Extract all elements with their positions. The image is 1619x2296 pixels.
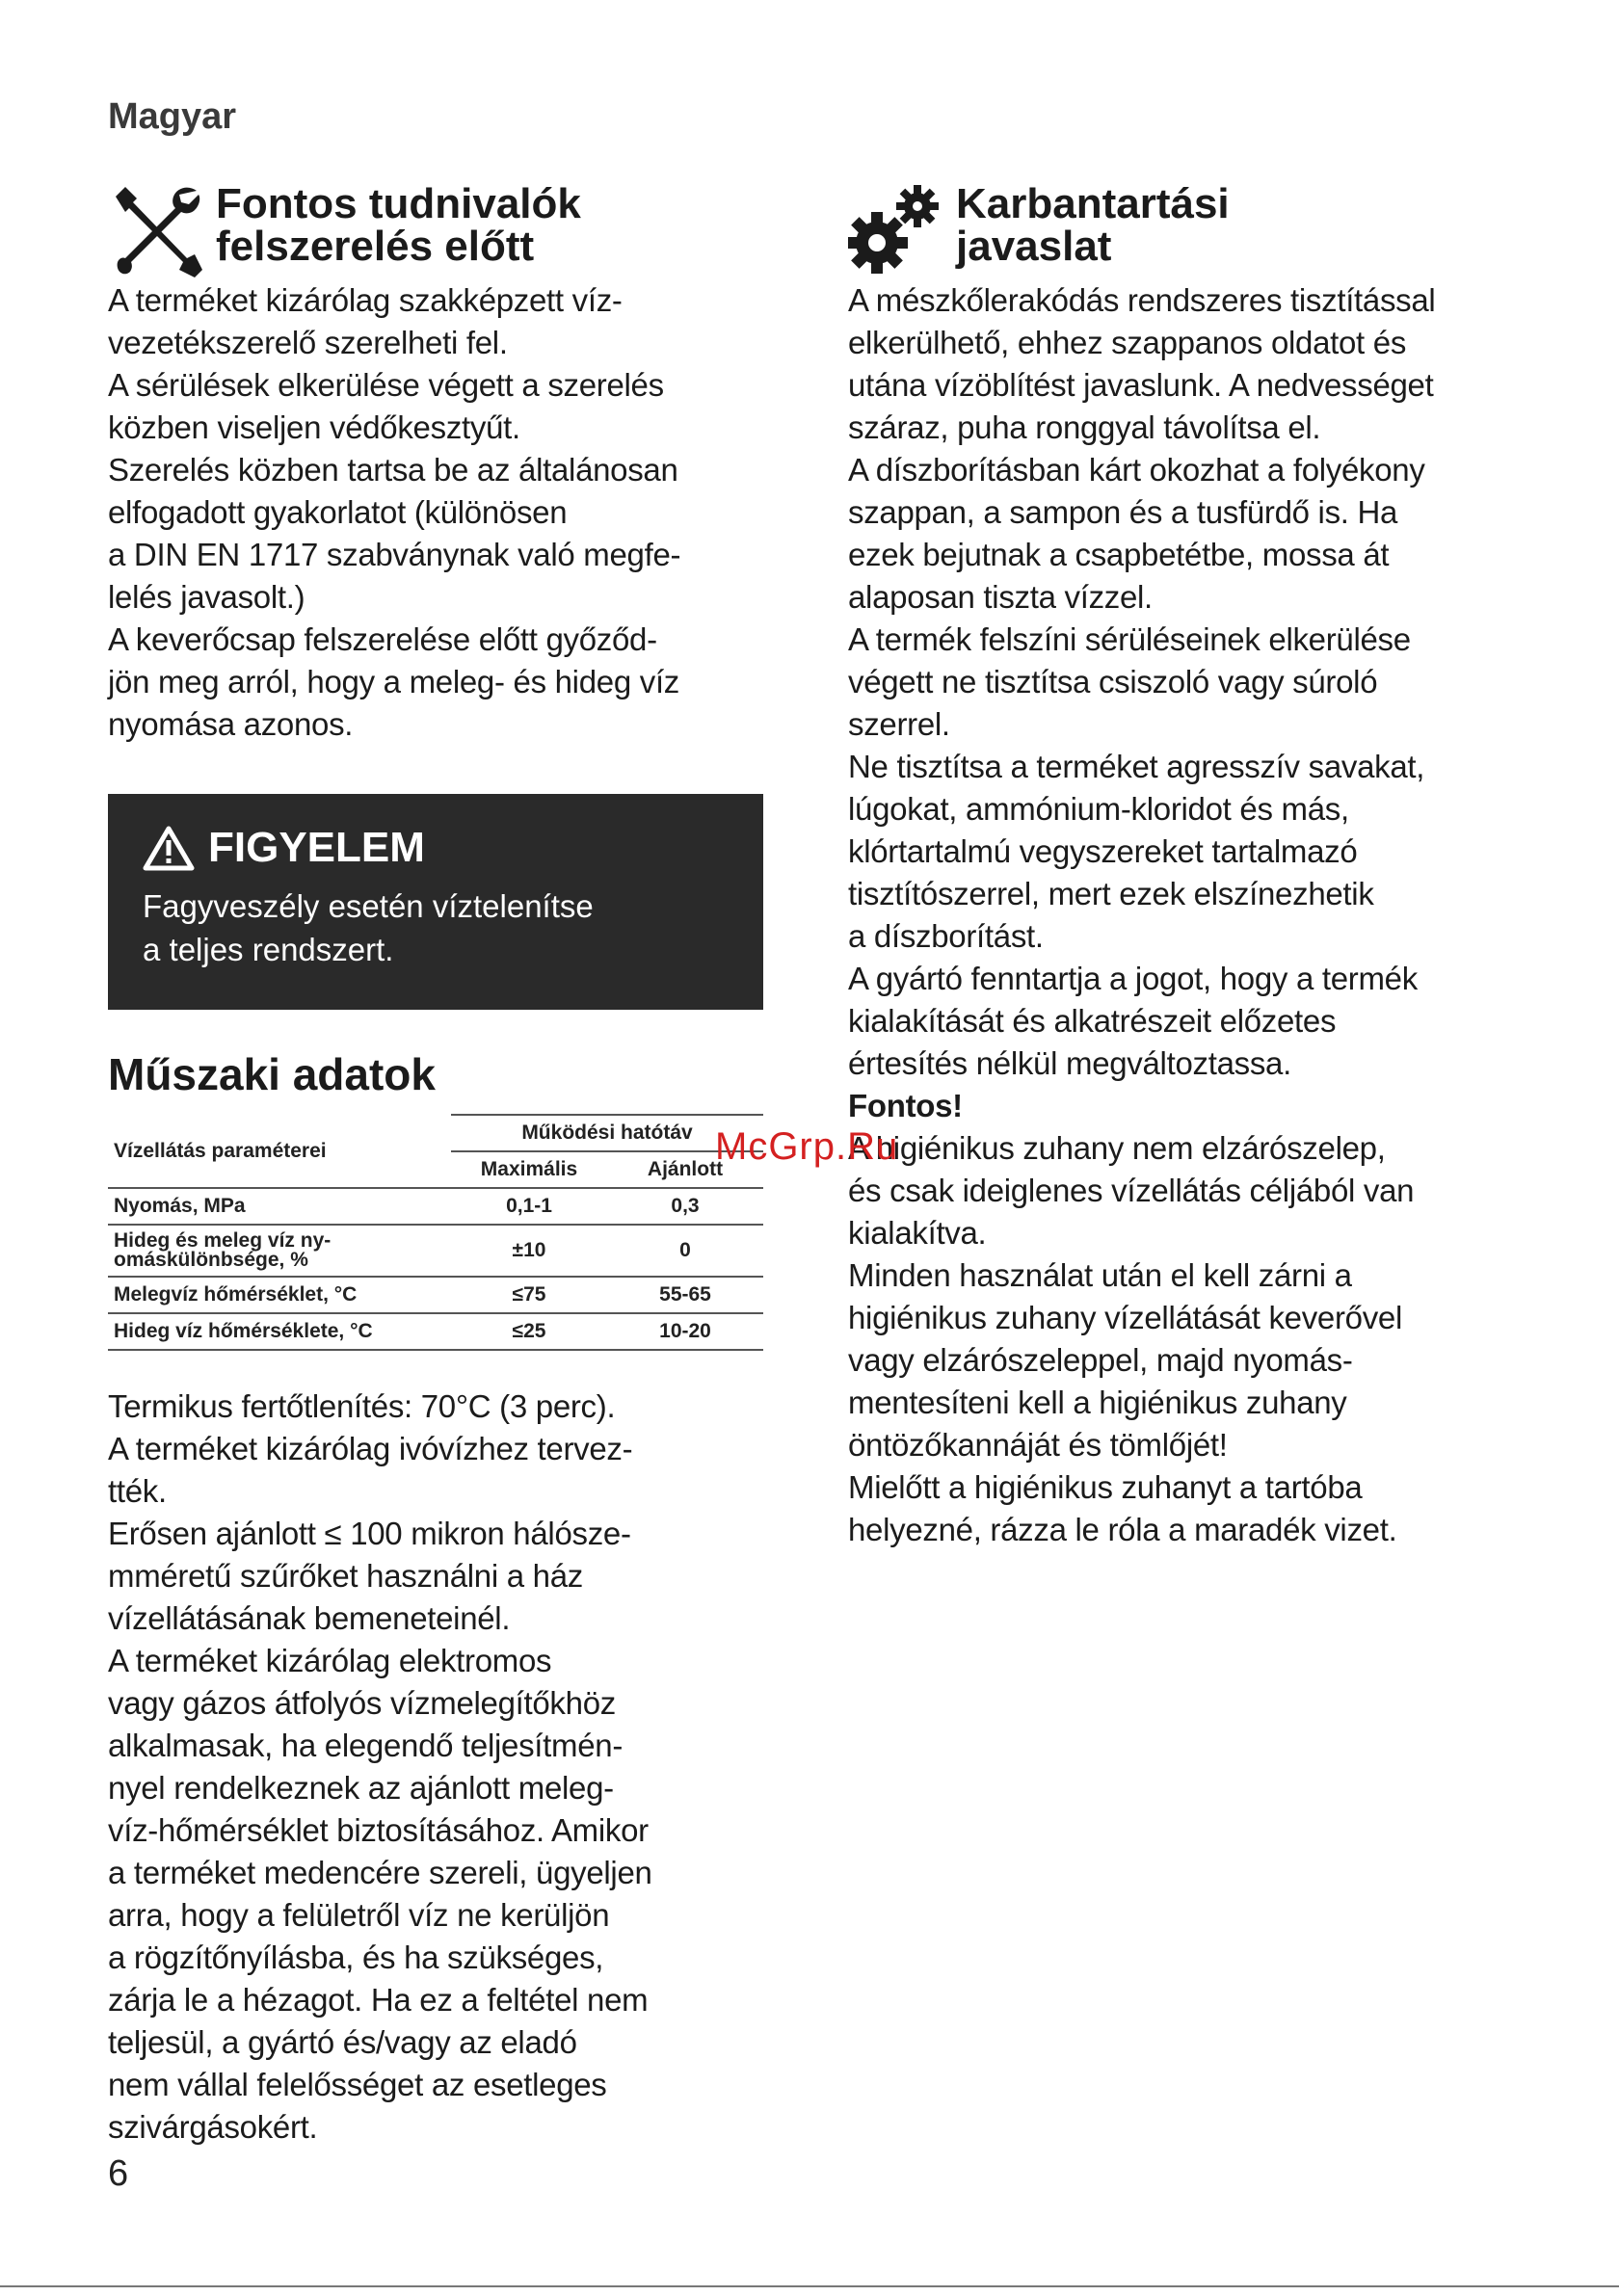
- header-range: Működési hatótáv: [451, 1115, 763, 1151]
- installation-text: A terméket kizárólag szakképzett víz- vezetékszerelő szerelheti fel. A sérülések elkerülése végett a szerelés közben viseljen védőkesztyűt. Szerelés közben tartsa be az általánosan elfogadott gyakorlatot (különösen a DIN EN 1717 szabványnak való megfe- lelés javasolt.) A keverőcsap felszerelése előtt győződ- jön meg arról, hogy a meleg- és hideg víz nyomása azonos.: [108, 282, 681, 742]
- table-row: [108, 1188, 763, 1225]
- table-row: [108, 1313, 763, 1350]
- header-max: Maximális: [451, 1151, 607, 1188]
- row-param: Nyomás, MPa: [108, 1188, 451, 1225]
- row-max: 0,1-1: [451, 1188, 607, 1225]
- left-column: [108, 180, 763, 2149]
- technical-notes-text: Termikus fertőtlenítés: 70°C (3 perc). A terméket kizárólag ivóvízhez tervez- tték. Erősen ajánlott ≤ 100 mikron hálósze- mméretű szűrőket használni a ház vízellátásának bemeneteinél. A terméket kizárólag elektromos vagy gázos átfolyós vízmelegítőkhöz alkalmasak, ha elegendő teljesítmén- nyel rendelkeznek az ajánlott meleg- víz-hőmérséklet biztosításához. Amikor a terméket medencére szereli, ügyeljen arra, hogy a felületről víz ne kerüljön a rögzítőnyílásba, és ha szükséges, zárja le a hézagot. Ha ez a feltétel nem teljesül, a gyártó és/vagy az eladó nem vállal felelősséget az esetleges szivárgásokért.: [108, 1388, 652, 2145]
- row-max: ≤25: [451, 1313, 607, 1350]
- important-text: A higiénikus zuhany nem elzárószelep, és csak ideiglenes vízellátás céljából van kialakítva. Minden használat után el kell zárni a higiénikus zuhany vízellátását keverővel vagy elzárószeleppel, majd nyomás- mentesíteni kell a higiénikus zuhany öntözőkannáját és tömlőjét! Mielőtt a higiénikus zuhanyt a tartóba helyezné, rázza le róla a maradék vizet.: [848, 1130, 1415, 1547]
- header-param: Vízellátás paraméterei: [108, 1115, 451, 1188]
- warning-box: [108, 794, 763, 1010]
- row-max: ≤75: [451, 1277, 607, 1313]
- warning-text: Fagyveszély esetén víztelenítse a teljes rendszert.: [143, 888, 594, 967]
- maintenance-heading: [848, 180, 1523, 279]
- important-label: Fontos!: [848, 1088, 963, 1123]
- language-label: Magyar: [108, 96, 237, 137]
- specs-table: [108, 1114, 763, 1351]
- tools-icon: [108, 183, 204, 279]
- installation-title: Fontos tudnivalók felszerelés előtt: [216, 180, 581, 270]
- row-rec: 55-65: [607, 1277, 763, 1313]
- table-row: [108, 1277, 763, 1313]
- right-column: [848, 180, 1523, 1551]
- warning-triangle-icon: [143, 825, 195, 871]
- gears-icon: [848, 183, 944, 279]
- row-param: Hideg és meleg víz ny- omáskülönbsége, %: [108, 1225, 451, 1277]
- specs-title: Műszaki adatok: [108, 1049, 436, 1099]
- maintenance-text: A mészkőlerakódás rendszeres tisztítással elkerülhető, ehhez szappanos oldatot és utána vízöblítést javaslunk. A nedvességet száraz, puha ronggyal távolítsa el. A díszborításban kárt okozhat a folyékony szappan, a sampon és a tusfürdő is. Ha ezek bejutnak a csapbetétbe, mossa át alaposan tiszta vízzel. A termék felszíni sérüléseinek elkerülése végett ne tisztítsa csiszoló vagy súroló szerrel. Ne tisztítsa a terméket agresszív savakat, lúgokat, ammónium-kloridot és más, klórtartalmú vegyszereket tartalmazó tisztítószerrel, mert ezek elszínezhetik a díszborítást. A gyártó fenntartja a jogot, hogy a termék kialakítását és alkatrészeit előzetes értesítés nélkül megváltoztassa.: [848, 282, 1436, 1081]
- row-rec: 0,3: [607, 1188, 763, 1225]
- page-number: 6: [108, 2153, 129, 2194]
- row-rec: 0: [607, 1225, 763, 1277]
- row-param: Hideg víz hőmérséklete, °C: [108, 1313, 451, 1350]
- header-rec: Ajánlott: [607, 1151, 763, 1188]
- table-row: [108, 1225, 763, 1277]
- row-param: Melegvíz hőmérséklet, °C: [108, 1277, 451, 1313]
- bottom-rule: [0, 2285, 1619, 2287]
- warning-title: FIGYELEM: [208, 824, 425, 871]
- maintenance-title: Karbantartási javaslat: [956, 180, 1230, 270]
- installation-heading: [108, 180, 763, 279]
- row-max: ±10: [451, 1225, 607, 1277]
- watermark-text: McGrp.Ru: [715, 1125, 899, 1168]
- row-rec: 10-20: [607, 1313, 763, 1350]
